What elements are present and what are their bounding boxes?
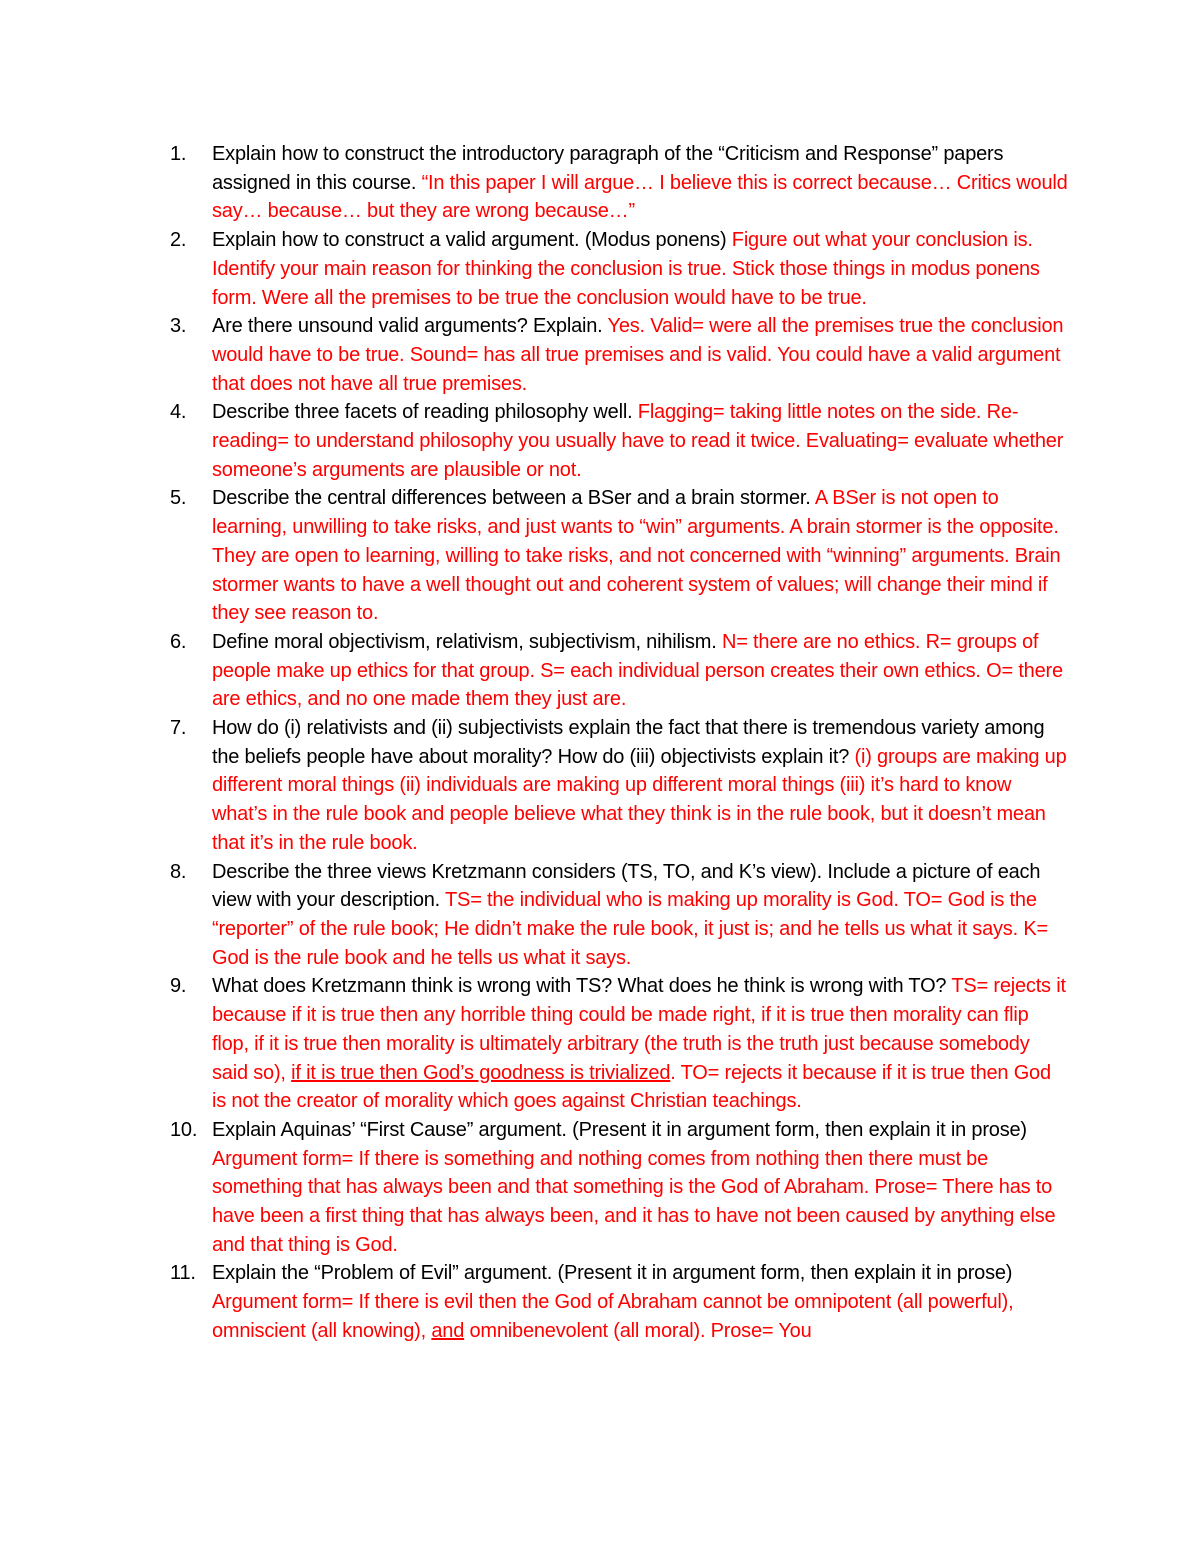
answer-text-continued: omnibenevolent (all moral). Prose= You: [469, 1319, 812, 1342]
question-text: Describe the three views Kretzmann considers (TS, TO, and K’s view). Include a picture of each view with your description.: [212, 860, 1041, 912]
list-item: [170, 628, 1070, 714]
answer-text: Yes. Valid= were all the premises true the conclusion would have to be true. Sound= has all true premises and is valid. You could have a valid argument that does not have all true premises.: [212, 315, 1064, 395]
answer-text: Argument form= If there is something and nothing comes from nothing then there must be something that has always been and that something is the God of Abraham. Prose= There has to have been a first thing that has always been, and it has to have not been caused by anything else and that thing is God.: [212, 1147, 1056, 1256]
item-number: 11.: [170, 1262, 196, 1285]
list-item: [170, 714, 1070, 858]
answer-text: (i) groups are making up different moral things (ii) individuals are making up different moral things (iii) it’s hard to know what’s in the rule book and people believe what they think is in the rule book, but it doesn’t mean that it’s in the rule book.: [212, 745, 1067, 854]
item-number: 1.: [170, 143, 187, 165]
answer-text: A BSer is not open to learning, unwilling to take risks, and just wants to “win” arguments. A brain stormer is the opposite. They are open to learning, willing to take risks, and not concerned with “winning” arguments. Brain stormer wants to have a well thought out and coherent system of values; will change their mind if they see reason to.: [212, 487, 1061, 625]
item-number: 10.: [170, 1118, 198, 1141]
list-item: [170, 140, 1070, 226]
question-text: Explain Aquinas’ “First Cause” argument. (Present it in argument form, then explain it in prose): [212, 1118, 1027, 1141]
question-text: Are there unsound valid arguments? Explain.: [212, 315, 603, 338]
item-number: 7.: [170, 717, 187, 740]
answer-underlined-text: and: [431, 1319, 465, 1342]
question-text: Explain the “Problem of Evil” argument. (Present it in argument form, then explain it in prose): [212, 1262, 1013, 1285]
answer-text: Figure out what your conclusion is. Identify your main reason for thinking the conclusion is true. Stick those things in modus ponens form. Were all the premises to be true the conclusion would have to be true.: [212, 229, 1040, 309]
list-item: [170, 1116, 1070, 1260]
answer-text: N= there are no ethics. R= groups of people make up ethics for that group. S= each individual person creates their own ethics. O= there are ethics, and no one made them they just are.: [212, 630, 1063, 711]
answer-text-continued: . TO= rejects it because if it is true then God is not the creator of morality which goes against Christian teachings.: [212, 1061, 1051, 1113]
answer-text: TS= rejects it because if it is true then any horrible thing could be made right, if it is true then morality can flip flop, if it is true then morality is ultimately arbitrary (the truth is the truth just because somebody said so),: [212, 975, 1066, 1084]
question-text: How do (i) relativists and (ii) subjectivists explain the fact that there is tremendous variety among the beliefs people have about morality? How do (iii) objectivists explain it?: [212, 717, 1045, 768]
list-item: [170, 398, 1070, 484]
list-item: [170, 226, 1070, 312]
question-text: What does Kretzmann think is wrong with TS? What does he think is wrong with TO?: [212, 975, 947, 998]
item-number: 3.: [170, 315, 187, 338]
question-text: Explain how to construct the introductory paragraph of the “Criticism and Response” papers assigned in this course.: [212, 143, 1004, 194]
list-item: [170, 312, 1070, 398]
list-item: [170, 484, 1070, 628]
list-item: [170, 1259, 1070, 1345]
question-text: Explain how to construct a valid argument. (Modus ponens): [212, 229, 727, 252]
item-number: 5.: [170, 487, 187, 510]
answer-text: Flagging= taking little notes on the side. Re-reading= to understand philosophy you usually have to read it twice. Evaluating= evaluate whether someone’s arguments are plausible or not.: [212, 401, 1064, 481]
item-number: 9.: [170, 975, 187, 998]
answer-underlined-text: if it is true then God’s goodness is trivialized: [291, 1061, 671, 1084]
question-text: Describe the central differences between a BSer and a brain stormer.: [212, 487, 811, 510]
answer-text: “In this paper I will argue… I believe this is correct because… Critics would say… because… but they are wrong because…”: [212, 171, 1068, 223]
answer-text: TS= the individual who is making up morality is God. TO= God is the “reporter” of the rule book; He didn’t make the rule book, it just is; and he tells us what it says. K= God is the rule book and he tells us what it says.: [212, 889, 1048, 969]
question-list: [170, 140, 1070, 1346]
list-item: [170, 972, 1070, 1116]
question-text: Define moral objectivism, relativism, subjectivism, nihilism.: [212, 630, 717, 653]
answer-text: Argument form= If there is evil then the God of Abraham cannot be omnipotent (all powerful), omniscient (all knowing),: [212, 1291, 1014, 1342]
item-number: 2.: [170, 229, 187, 252]
question-text: Describe three facets of reading philosophy well.: [212, 401, 633, 424]
item-number: 6.: [170, 630, 187, 653]
item-number: 4.: [170, 401, 187, 424]
item-number: 8.: [170, 860, 187, 883]
list-item: [170, 858, 1070, 973]
